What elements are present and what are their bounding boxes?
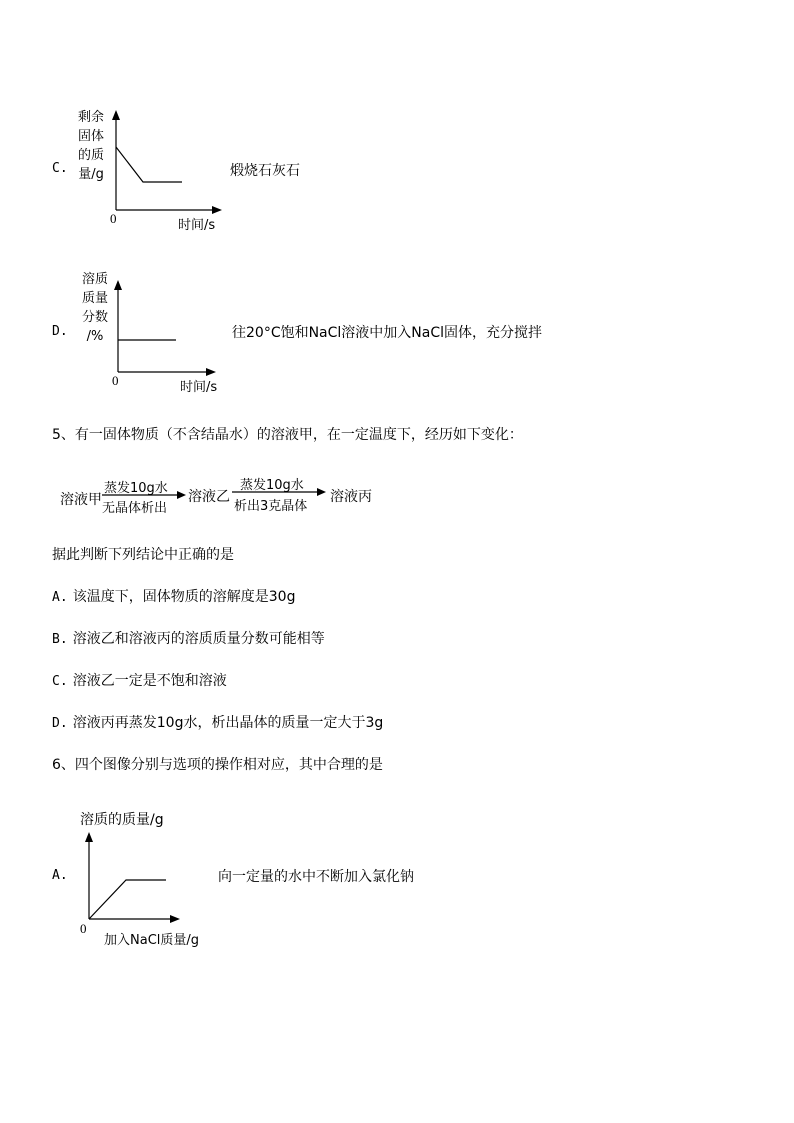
option-c-description: 煅烧石灰石 bbox=[230, 163, 300, 179]
flow-step1-bottom: 无晶体析出 bbox=[102, 501, 168, 516]
option-text: 溶液乙和溶液丙的溶质质量分数可能相等 bbox=[72, 631, 325, 647]
ylabel-line: 剩余 bbox=[78, 110, 105, 125]
question-5-prompt: 据此判断下列结论中正确的是 bbox=[52, 547, 234, 563]
origin-label: 0 bbox=[112, 373, 119, 388]
x-axis-label: 时间/s bbox=[180, 380, 218, 395]
ylabel-line: 质量 bbox=[82, 291, 109, 306]
option-a-ylabel: 溶质的质量/g bbox=[80, 812, 164, 828]
ylabel-line: 溶质 bbox=[82, 272, 109, 287]
option-d-description: 往20°C饱和NaCl溶液中加入NaCl固体，充分搅拌 bbox=[232, 325, 543, 341]
question-6-title: 6、四个图像分别与选项的操作相对应，其中合理的是 bbox=[52, 757, 383, 773]
flow-solution-a: 溶液甲 bbox=[60, 492, 102, 508]
flow-step2-bottom: 析出3克晶体 bbox=[234, 499, 308, 514]
ylabel-line: 固体 bbox=[78, 129, 105, 144]
y-axis-arrow bbox=[85, 832, 93, 842]
x-axis-label: 时间/s bbox=[178, 218, 216, 233]
option-text: 溶液丙再蒸发10g水，析出晶体的质量一定大于3g bbox=[72, 715, 384, 731]
ylabel-line: 量/g bbox=[78, 167, 104, 182]
option-a-description: 向一定量的水中不断加入氯化钠 bbox=[218, 869, 414, 885]
x-axis-arrow bbox=[170, 915, 180, 923]
flow-solution-b: 溶液乙 bbox=[188, 489, 230, 505]
curve bbox=[89, 880, 166, 919]
ylabel-line: 分数 bbox=[82, 310, 109, 325]
x-axis-label: 加入NaCl质量/g bbox=[104, 933, 200, 948]
option-text: 该温度下，固体物质的溶解度是30g bbox=[72, 589, 296, 605]
ylabel-line: 的质 bbox=[78, 148, 105, 163]
option-letter: C. bbox=[52, 674, 68, 689]
flow-step1-top: 蒸发10g水 bbox=[104, 481, 168, 496]
ylabel-line: /% bbox=[86, 329, 104, 344]
option-d-letter: D. bbox=[52, 324, 68, 339]
origin-label: 0 bbox=[110, 211, 117, 226]
flow-step2-top: 蒸发10g水 bbox=[240, 478, 304, 493]
option-c-letter: C. bbox=[52, 161, 68, 176]
option-letter: A. bbox=[52, 590, 68, 605]
option-text: 溶液乙一定是不饱和溶液 bbox=[72, 673, 227, 689]
option-letter: B. bbox=[52, 632, 68, 647]
flow-solution-c: 溶液丙 bbox=[330, 489, 372, 505]
question-5-title: 5、有一固体物质（不含结晶水）的溶液甲，在一定温度下，经历如下变化： bbox=[52, 427, 523, 443]
option-a-letter: A. bbox=[52, 868, 68, 883]
option-letter: D. bbox=[52, 716, 68, 731]
origin-label: 0 bbox=[80, 921, 87, 936]
